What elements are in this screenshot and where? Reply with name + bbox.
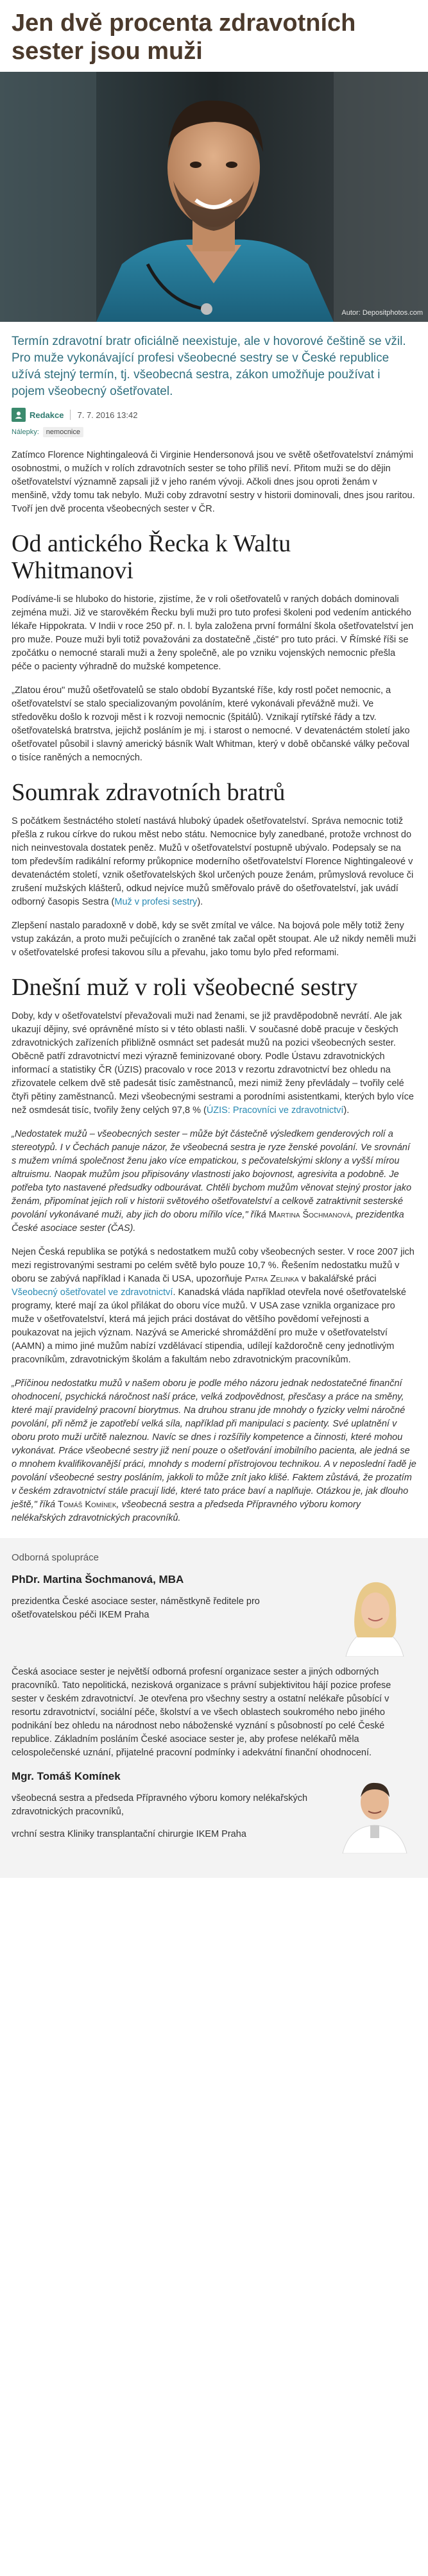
expert2-name: Mgr. Tomáš Komínek [12, 1770, 121, 1782]
expert-cooperation-box [0, 1538, 428, 1878]
tags-row [12, 427, 416, 437]
today-paragraph-2 [12, 1246, 416, 1367]
expert-sochmanova [12, 1573, 416, 1657]
today-text-end: ). [343, 1105, 350, 1116]
today-paragraph-1 [12, 1010, 416, 1117]
decline-text: S počátkem šestnáctého století nastává hluboký úpadek ošetřovatelství. Správa nemocnic totiž přešla z rukou církve do rukou měst nebo státu. Nemocnice byly zanedbané, protože vrchnost do nich neinvestovala dostatek peněz. Mužů v ošetřovatelství postupně ubývalo. Podepsaly se na tom především radikální reformy průkopnice moderního ošetřovatelství Florence Nightingaleové v devatenáctém století, vznik ošetřovatelských škol určených pouze ženám, průmyslová revoluce či zrušení mužských klášterů, odkud nejvíce mužů směřovalo právě do ošetřovatelství, jak uvádí odborný časopis Sestra ( [12, 816, 414, 907]
hero-photo [0, 72, 428, 322]
decline-text-end: ). [197, 897, 203, 907]
ancient-paragraph-1: Podíváme-li se hluboko do historie, zjistíme, že v roli ošetřovatelů v raných dobách dominovali zejména muži. Již ve starověkém Řecku byli muži pro tuto profesi školeni pod vedením antického lékaře Hippokrata. V Indii v roce 250 př. n. l. byla založena první formální škola ošetřovatelství jen pro muže. Pouze muži byli totiž považováni za dostatečně „čisté" pro tuto práci. V Římské říši se zpočátku o nemocné starali muži a ženy společně, ale po vzniku vojenských nemocnic přešla péče o pacienty výhradně do mužské kompetence. [12, 594, 414, 672]
article-meta [12, 408, 416, 422]
expert-role: prezidentka České asociace sester, náměstkyně ředitele pro ošetřovatelskou péči IKEM Praha [12, 1596, 260, 1620]
quote-text: „Nedostatek mužů – všeobecných sester – může být částečně výsledkem genderových rolí a stereotypů. I v Čechách panuje názor, že všeobecná sestra je ryze ženské povolání. Ve srovnání s mužem vnímá společnost ženu jako více empatickou, s pečovatelskými sklony a vyšší mírou altruismu. Naopak mužům jsou připisovány vlastnosti jako bojovnost, agresivita a podobně. Je potřeba tyto nastavené předsudky odbourávat. Chtěli bychom mužům věnovat stejný prostor jako ženám, připomínat jejich roli v historii světového ošetřovatelství a celkově zatraktivnit sesterské povolání vykonávané muži, aby jich do oboru mířilo více," říká [12, 1129, 412, 1220]
expert-kominek [12, 1770, 416, 1853]
woman-portrait [333, 1573, 416, 1657]
quote2-author-role: , všeobecná sestra a předseda Přípravného výboru komory nelékařských zdravotnických pracovníků. [12, 1500, 361, 1523]
man-portrait [333, 1770, 416, 1853]
expert-name: PhDr. Martina Šochmanová, MBA [12, 1573, 184, 1585]
article-title: Jen dvě procenta zdravotních sester jsou muži [12, 10, 356, 65]
quote-author-role: , prezidentka České asociace sester (ČAS). [12, 1210, 404, 1234]
intro-paragraph: Zatímco Florence Nightingaleová či Virginie Hendersonová jsou ve světě ošetřovatelství známými osobnostmi, o mužích v rolích zdravotních sester se toho příliš neví. Přitom muži se do dějin ošetřovatelství významně zapsali již v jeho raném vývoji. Ačkoli dnes jsou oproti ženám v menšině, vždy tomu tak nebylo. Muži coby zdravotní sestry v historii dominovali, dnes jsou raritou. Tvoří jen dvě procenta všeobecných sester v ČR. [12, 450, 415, 514]
heading-decline: Soumrak zdravotních bratrů [12, 779, 286, 806]
decline-paragraph-1 [12, 815, 416, 909]
uzis-link[interactable]: ÚZIS: Pracovníci ve zdravotnictví [206, 1105, 344, 1116]
today2-text-end: . Kanadská vláda například otevřela nové ošetřovatelské programy, které mají za úkol přilákat do oboru více mužů. V USA zase vznikla organizace pro muže v ošetřovatelství, která má jejich práci dostávat do většího povědomí veřejnosti a poukazovat na jejich význam. Nazývá se Americké shromáždění pro muže v ošetřovatelství (AAMN) a mimo jiné mužům nabízí vzdělávací stipendia, udílejí každoročně ceny jednotlivým pracovníkům, zdravotnickým školám a fakultám nebo zdravotnickým pracovníkům. [12, 1287, 406, 1365]
author-name: Redakce [30, 410, 64, 420]
heading-today: Dnešní muž v roli všeobecné sestry [12, 974, 358, 1001]
quote2-text: „Příčinou nedostatku mužů v našem oboru je podle mého názoru jednak nedostatečné finanční ohodnocení, psychická náročnost naší práce, velká zodpovědnost, přesčasy a práce na směny, které mají pravidelný pracovní biorytmus. Na druhou stranu jde mnohdy o fyzicky velmi náročné povolání, při němž je zapotřebí velká síla, například při manipulaci s pacienty. Své uplatnění v oboru proto muži určitě naleznou. Navíc se dnes i rozšířily kompetence a činnosti, které mohou vykonávat. Práce všeobecné sestry již není pouze o ošetřování imobilního pacienta, ale jedná se o mnohem kvalifikovanější práci, mnohdy s moderní přístrojovou technikou. A v neposlední řadě je povolání všeobecné sestry posláním, jakkoli to může znít jako klišé. Faktem zůstává, že prozatím v českém zdravotnictví stále pracují lidé, které tato práce baví a naplňuje. Otázkou je, jak dlouho ještě," říká [12, 1378, 416, 1510]
quote2-author: Tomáš Komínek [58, 1500, 117, 1510]
decline-paragraph-2: Zlepšení nastalo paradoxně v době, kdy se svět zmítal ve válce. Na bojová pole měly totiž ženy vstup zakázán, a proto muži pečujících o zraněné tak začal opět stoupat. Ale už nikdy neměli muži v ošetřovatelské profesi takovou sílu a převahu, jako tomu bylo před reformami. [12, 921, 416, 958]
expert2-position: vrchní sestra Kliniky transplantační chirurgie IKEM Praha [12, 1829, 246, 1839]
person-icon [12, 408, 26, 422]
expert-description: Česká asociace sester je největší odborná profesní organizace sester a jiných odborných pracovníků. Tato nepolitická, nezisková organizace s právní subjektivitou hájí pozice profese sester v českém zdravotnictví. Je otevřena pro všechny sestry a ostatní nelékaře působící v resortu zdravotnictví, sociální péče, školství a ve všech oblastech soukromého nebo jiného podnikání bez ohledu na národnost nebo náboženské vyznání s působností po celé České republice. Základním posláním České asociace sester je, aby profese nelékařů měla celospolečenské uznání, přijatelné pracovní podmínky i adekvátní finanční ohodnocení. [12, 1667, 391, 1758]
hero-image [0, 72, 428, 322]
quote-kominek [12, 1377, 416, 1525]
article-perex: Termín zdravotní bratr oficiálně neexistuje, ale v hovorové češtině se vžil. Pro muže vykonávající profesi všeobecné sestry se v České republice užívá stejný termín, tj. všeobecná sestra, zákon umožňuje používat i pojem všeobecný ošetřovatel. [12, 335, 406, 398]
author-link[interactable] [12, 408, 64, 422]
heading-ancient: Od antického Řecka k Waltu Whitmanovi [12, 530, 291, 584]
thesis-author: Patra Zelinka [244, 1274, 299, 1284]
photo-credit: Autor: Depositphotos.com [341, 309, 423, 317]
publish-date: 7. 7. 2016 13:42 [77, 410, 138, 420]
tags-label: Nálepky: [12, 428, 39, 436]
quote-author: Martina Šochmanová [268, 1210, 351, 1220]
expert2-role: všeobecná sestra a předseda Přípravného výboru komory nelékařských zdravotnických pracovníků, [12, 1793, 308, 1817]
ancient-paragraph-2: „Zlatou érou" mužů ošetřovatelů se stalo období Byzantské říše, kdy rostl počet nemocnic, a ošetřovatelství se stalo specializovaným povoláním, které vykonávali převážně muži. Ve středověku došlo k rozvoji měst i k rozvoji nemocnic (špitálů). Vznikají rytířské řády a tzv. ošetřovatelská bratrstva, jejichž posláním je mj. i starost o nemocné. V devatenáctém století jako ošetřovatel působil i slavný americký básník Walt Whitman, který v době občanské války pečoval o tisíce raněných a nemocných. [12, 685, 410, 763]
today-text: Doby, kdy v ošetřovatelství převažovali muži nad ženami, se již pravděpodobně nevrátí. Ale jak ukazují dějiny, své oprávněné místo si v této oblasti našli. V současné době pracuje v českých zdravotnických zařízeních přibližně osmnáct set padesát mužů na pozici všeobecných sester. Oběcně patří zdravotnictví mezi výrazně feminizované obory. Podle Ústavu zdravotnických informací a statistiky ČR (ÚZIS) pracovalo v roce 2013 v rezortu zdravotnictví bez ohledu na zřizovatele celkem dvě stě padesát tisíc zaměstnanců, mezi nimiž ženy převládaly – tvořily celé čtyři pětiny zaměstnanců. Mezi všeobecnými sestrami a porodními asistentkami, kterých bylo více než osmdesát tisíc, tvořily ženy celých 97,8 % ( [12, 1011, 414, 1116]
tag-chip[interactable]: nemocnice [43, 427, 83, 437]
today2-mid: v bakalářské práci [301, 1274, 377, 1284]
cooperation-heading: Odborná spolupráce [12, 1552, 99, 1563]
thesis-link[interactable]: Všeobecný ošetřovatel ve zdravotnictví [12, 1287, 173, 1298]
meta-divider [70, 410, 71, 420]
today2-text: Nejen Česká republika se potýká s nedostatkem mužů coby všeobecných sester. V roce 2007 jich mezi registrovanými sestrami po celém světě bylo pouze 10,7 %. Řešením nedostatku mužů v oboru se zabývá například i Kanada či USA, upozorňuje [12, 1247, 415, 1284]
decline-source-link[interactable]: Muž v profesi sestry [114, 897, 198, 907]
quote-sochmanova [12, 1128, 416, 1235]
